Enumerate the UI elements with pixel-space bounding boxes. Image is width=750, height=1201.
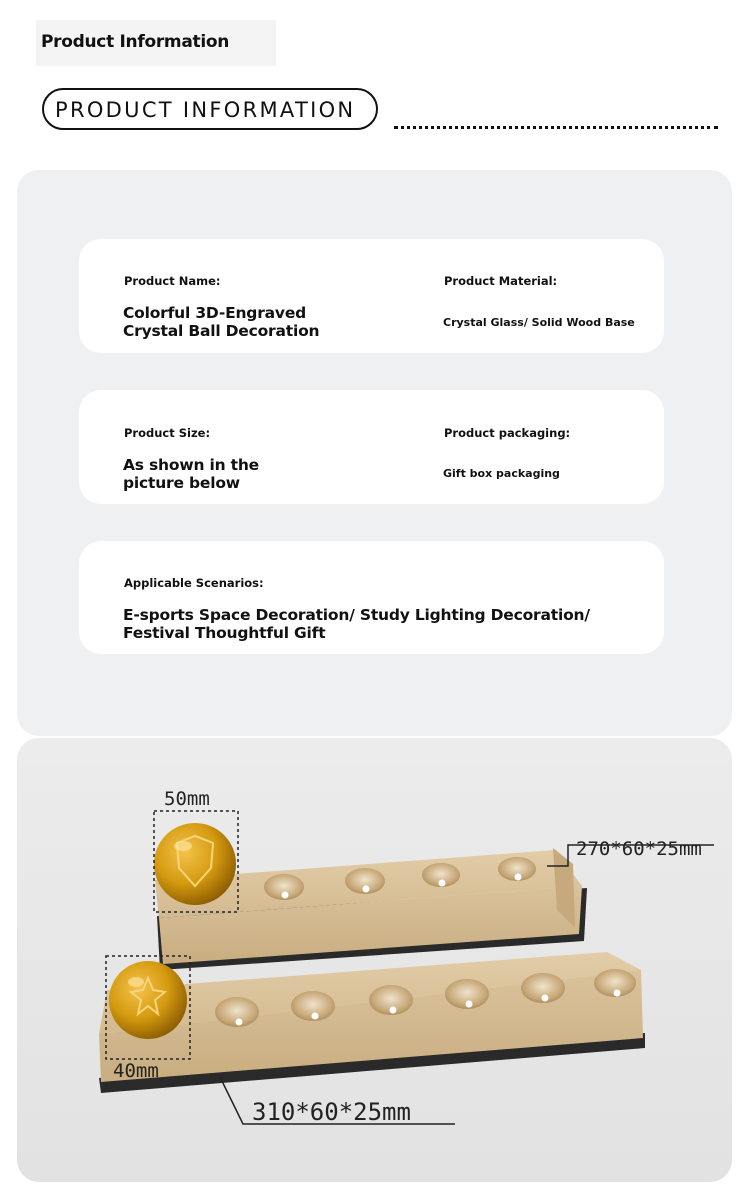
info-card-scenarios: [79, 541, 664, 654]
product-size-line2: picture below: [123, 474, 240, 492]
ball-large-dimension: 50mm: [164, 788, 210, 810]
ball-small-dimension: 40mm: [113, 1060, 159, 1082]
info-card-name-material: [79, 239, 664, 353]
product-name-line2: Crystal Ball Decoration: [123, 322, 320, 340]
product-material-label: Product Material:: [444, 274, 558, 288]
product-size-label: Product Size:: [124, 426, 211, 440]
section-title-pill: [42, 88, 378, 130]
product-packaging-label: Product packaging:: [444, 426, 571, 440]
product-packaging-value: Gift box packaging: [443, 467, 560, 480]
section-tag-text: Product Information: [41, 32, 230, 52]
scenarios-line1: E-sports Space Decoration/ Study Lighting Decoration/: [123, 606, 590, 624]
product-material-value: Crystal Glass/ Solid Wood Base: [443, 316, 635, 329]
small-crystal-ball: [109, 961, 187, 1039]
product-size-value: [123, 456, 259, 492]
product-name-line1: Colorful 3D-Engraved: [123, 304, 307, 322]
product-photo: [17, 738, 732, 1182]
short-base-dimension: 270*60*25mm: [576, 838, 702, 860]
info-card-size-packaging: [79, 390, 664, 504]
product-size-line1: As shown in the: [123, 456, 259, 474]
product-name-label: Product Name:: [124, 274, 221, 288]
long-base-dimension: 310*60*25mm: [252, 1098, 411, 1126]
long-wooden-base: [99, 952, 645, 1093]
dotted-divider: [394, 126, 718, 129]
product-name-value: [123, 304, 319, 340]
scenarios-label: Applicable Scenarios:: [124, 576, 264, 590]
large-crystal-ball: [154, 823, 236, 905]
section-tag: [36, 20, 276, 66]
section-title: PRODUCT INFORMATION: [55, 98, 356, 122]
scenarios-value: [123, 606, 590, 642]
scenarios-line2: Festival Thoughtful Gift: [123, 624, 326, 642]
